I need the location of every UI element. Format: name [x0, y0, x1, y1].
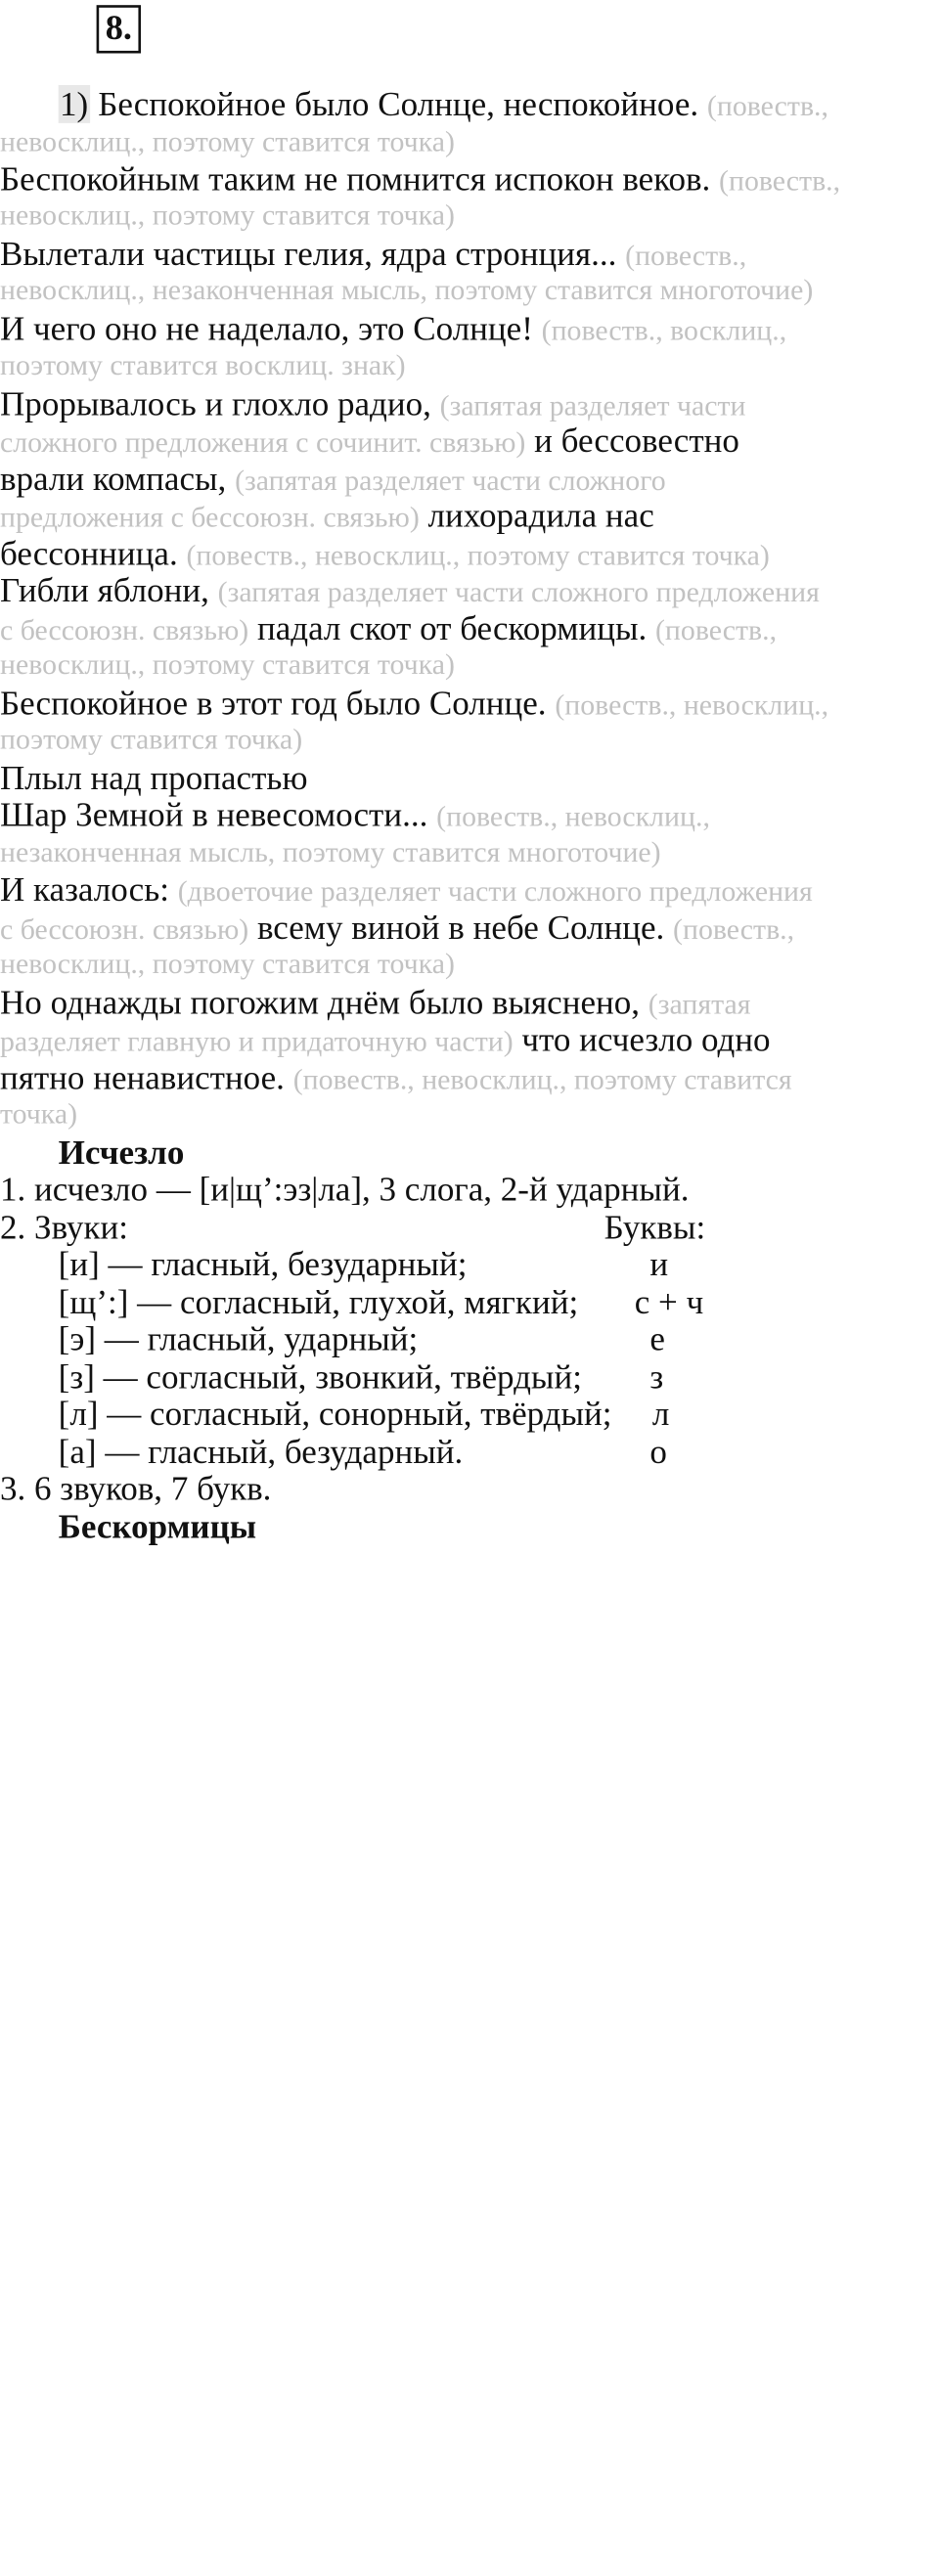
note-text: (запятая	[648, 988, 751, 1021]
note-text: (повеств.,	[673, 913, 795, 946]
note-text: (повеств.,	[625, 240, 747, 272]
sentence-text: Беспокойным таким не помнится испокон веков.	[0, 159, 711, 199]
analysis-transcription: 1. исчезло — [и|щ’:эз|ла], 3 слога, 2-й ударный.	[0, 1170, 690, 1209]
note-text: сложного предложения с сочинит. связью)	[0, 425, 526, 459]
letter-cell: з	[649, 1357, 664, 1397]
sentence-text: И чего оно не наделало, это Солнце!	[0, 309, 533, 348]
note-text: (повеств., невосклиц., поэтому ставится	[292, 1063, 792, 1095]
note-text: (повеств.,	[719, 164, 841, 198]
next-word: Бескормицы	[58, 1507, 257, 1546]
analysis-summary: 3. 6 звуков, 7 букв.	[0, 1469, 272, 1508]
sentence-text: И казалось:	[0, 870, 169, 910]
sentence-text: врали компасы,	[0, 459, 227, 498]
letter-cell: л	[651, 1394, 670, 1433]
sentence-text: Беспокойное в этот год было Солнце.	[0, 684, 547, 723]
note-line: точка)	[0, 1097, 78, 1130]
letter-cell: о	[649, 1432, 667, 1471]
sentence-text: Плыл над пропастью	[0, 758, 308, 797]
sounds-label: 2. Звуки:	[0, 1208, 128, 1247]
note-text: (запятая разделяет части	[439, 389, 746, 422]
sentence-text: лихорадила нас	[427, 496, 654, 535]
note-text: (повеств., невосклиц., поэтому ставится точка)	[186, 539, 770, 571]
sentence-text: Вылетали частицы гелия, ядра стронция...	[0, 235, 617, 273]
note-text: с бессоюзн. связью)	[0, 613, 249, 646]
sound-row: [з] — согласный, звонкий, твёрдый;	[58, 1357, 582, 1397]
note-text: (двоеточие разделяет части сложного предложения	[177, 875, 813, 908]
sentence-text: что исчезло одно	[521, 1020, 771, 1059]
sentence-text: бессонница.	[0, 534, 178, 573]
letter-cell: с + ч	[634, 1282, 704, 1321]
note-line: невосклиц., незаконченная мысль, поэтому ставится многоточие)	[0, 274, 814, 306]
note-line: незаконченная мысль, поэтому ставится многоточие)	[0, 836, 661, 868]
note-line: поэтому ставится восклиц. знак)	[0, 348, 406, 381]
sound-row: [щ’:] — согласный, глухой, мягкий;	[58, 1282, 579, 1321]
letter-cell: е	[649, 1319, 665, 1358]
sound-row: [и] — гласный, безударный;	[58, 1244, 468, 1283]
note-text: (запятая разделяет части сложного предложения	[217, 576, 820, 608]
note-line: невосклиц., поэтому ставится точка)	[0, 125, 455, 157]
sentence-text: и бессовестно	[534, 421, 739, 460]
note-text: (повеств., восклиц.,	[541, 314, 787, 347]
exercise-number: 8.	[97, 5, 141, 53]
sentence-text: Но однажды погожим днём было выяснено,	[0, 983, 641, 1022]
letters-label: Буквы:	[604, 1208, 706, 1247]
letter-cell: и	[649, 1244, 669, 1283]
sentence-text: Прорывалось и глохло радио,	[0, 384, 431, 423]
sentence-text: Беспокойное было Солнце, неспокойное.	[98, 84, 699, 123]
note-text: (повеств.,	[706, 90, 828, 122]
sentence-text: падал скот от бескормицы.	[256, 608, 648, 647]
note-line: невосклиц., поэтому ставится точка)	[0, 648, 455, 681]
note-text: разделяет главную и придаточную части)	[0, 1025, 514, 1057]
sentence-text: всему виной в небе Солнце.	[256, 909, 665, 947]
note-text: (повеств., невосклиц.,	[555, 688, 829, 721]
note-text: (повеств.,	[654, 613, 778, 646]
note-line: невосклиц., поэтому ставится точка)	[0, 199, 455, 232]
note-line: невосклиц., поэтому ставится точка)	[0, 948, 455, 980]
sound-row: [э] — гласный, ударный;	[58, 1319, 419, 1358]
sentence-text: Гибли яблони,	[0, 570, 209, 609]
sound-row: [л] — согласный, сонорный, твёрдый;	[58, 1394, 612, 1433]
note-text: с бессоюзн. связью)	[0, 913, 249, 946]
sentence-marker: 1)	[59, 84, 89, 123]
note-text: предложения с бессоюзн. связью)	[0, 501, 420, 533]
sentence-text: Шар Земной в невесомости...	[0, 795, 428, 834]
note-text: (повеств., невосклиц.,	[436, 800, 710, 833]
sound-row: [а] — гласный, безударный.	[58, 1432, 464, 1471]
note-line: поэтому ставится точка)	[0, 723, 303, 756]
note-text: (запятая разделяет части сложного	[235, 464, 666, 497]
analysis-word: Исчезло	[58, 1133, 185, 1172]
text-line	[0, 1052, 792, 1105]
sentence-text: пятно ненавистное.	[0, 1058, 285, 1097]
